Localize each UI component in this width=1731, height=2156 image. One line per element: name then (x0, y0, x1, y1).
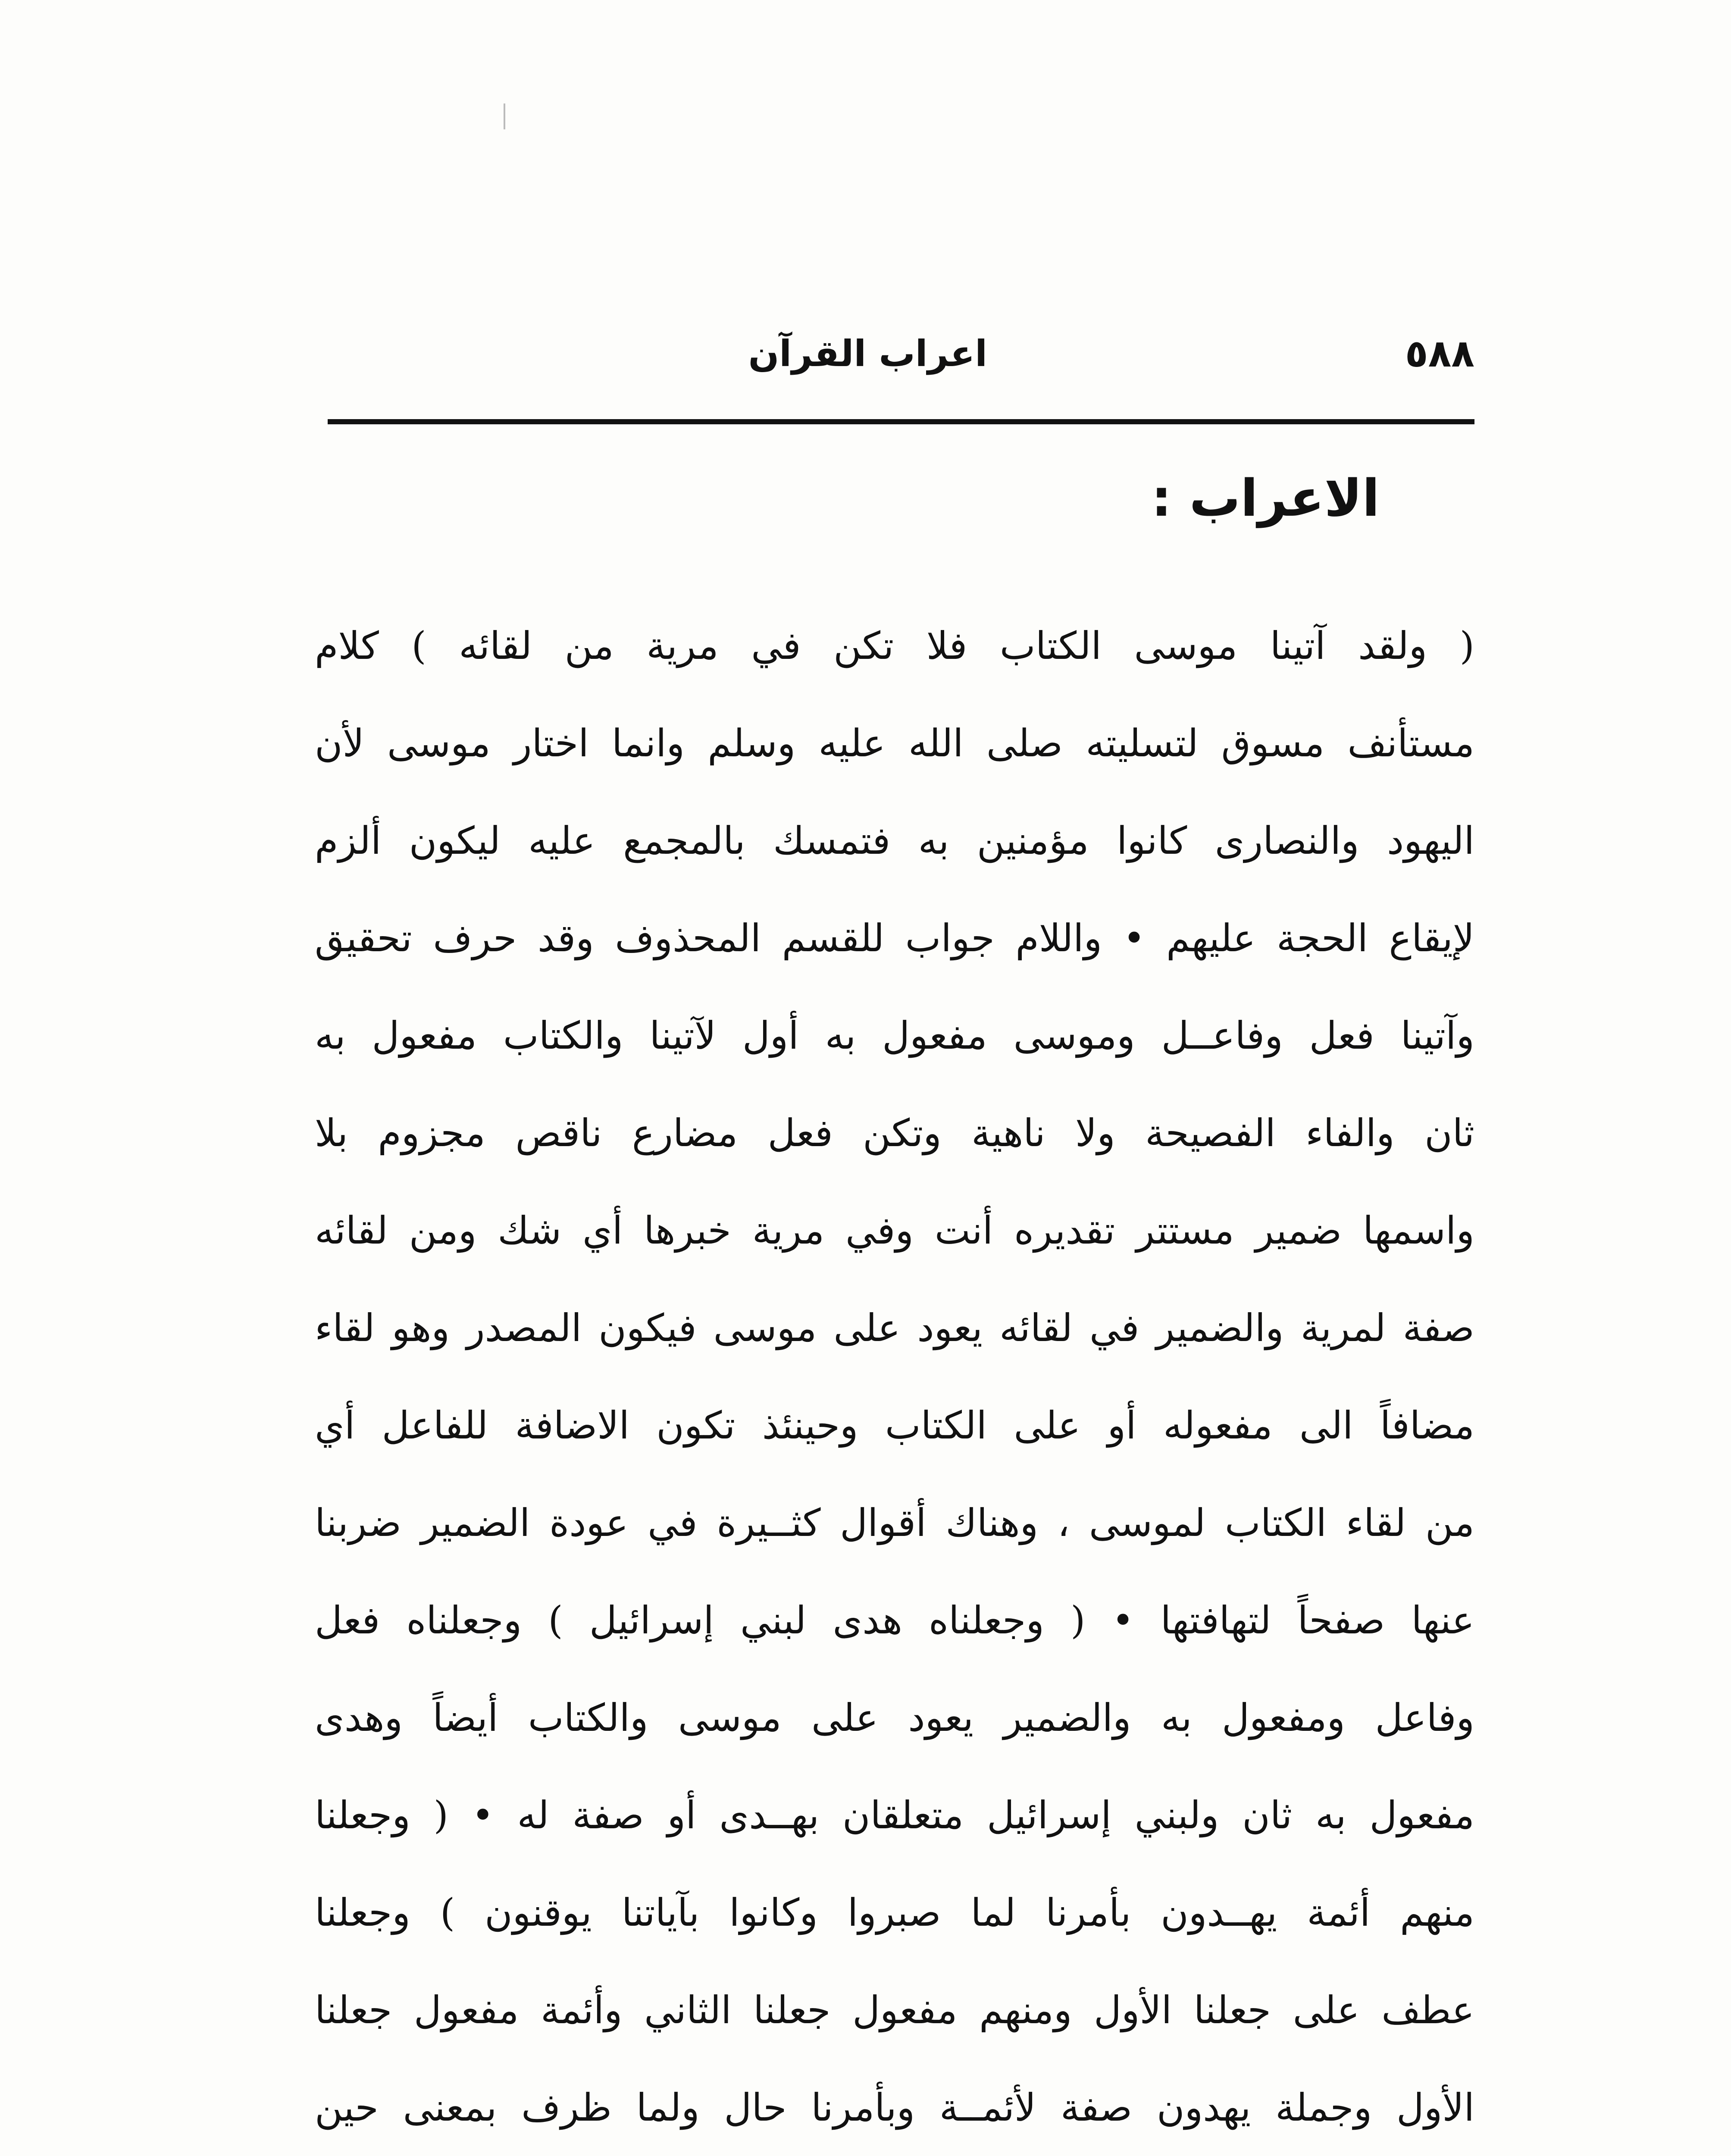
text-line: وفاعل ومفعول به والضمير يعود على موسى والكتاب أيضاً وهدى (315, 1695, 1474, 1740)
text-line: لإيقاع الحجة عليهم • واللام جواب للقسم المحذوف وقد حرف تحقيق (315, 916, 1474, 960)
running-title: اعراب القرآن (748, 332, 987, 375)
text-line: عطف على جعلنا الأول ومنهم مفعول جعلنا الثاني وأئمة مفعول جعلنا (315, 1988, 1474, 2032)
section-heading: الاعراب : (1151, 468, 1380, 528)
text-line: ثان والفاء الفصيحة ولا ناهية وتكن فعل مضارع ناقص مجزوم بلا (315, 1111, 1474, 1155)
text-line: مستأنف مسوق لتسليته صلى الله عليه وسلم وانما اختار موسى لأن (315, 721, 1474, 765)
header-rule (328, 419, 1474, 424)
text-line: واسمها ضمير مستتر تقديره أنت وفي مرية خبرها أي شك ومن لقائه (315, 1208, 1474, 1253)
text-line: منهم أئمة يهــدون بأمرنا لما صبروا وكانوا بآياتنا يوقنون ) وجعلنا (315, 1890, 1474, 1935)
text-line: مفعول به ثان ولبني إسرائيل متعلقان بهــدى أو صفة له • ( وجعلنا (315, 1793, 1474, 1837)
text-line: صفة لمرية والضمير في لقائه يعود على موسى فيكون المصدر وهو لقاء (315, 1306, 1474, 1350)
text-line: عنها صفحاً لتهافتها • ( وجعلناه هدى لبني إسرائيل ) وجعلناه فعل (315, 1598, 1474, 1642)
text-line: من لقاء الكتاب لموسى ، وهناك أقوال كثــيرة في عودة الضمير ضربنا (315, 1501, 1474, 1545)
text-line: وآتينا فعل وفاعــل وموسى مفعول به أول لآتينا والكتاب مفعول به (315, 1013, 1474, 1058)
text-line: الأول وجملة يهدون صفة لأئمــة وبأمرنا حال ولما ظرف بمعنى حين (315, 2085, 1474, 2130)
text-line: اليهود والنصارى كانوا مؤمنين به فتمسك بالمجمع عليه ليكون ألزم (315, 818, 1474, 863)
text-line: مضافاً الى مفعوله أو على الكتاب وحينئذ تكون الاضافة للفاعل أي (315, 1403, 1474, 1448)
page-number: ٥٨٨ (1405, 331, 1474, 376)
text-line: ( ولقد آتينا موسى الكتاب فلا تكن في مرية من لقائه ) كلام (315, 624, 1474, 668)
scan-mark (504, 103, 505, 129)
body-text (315, 597, 1474, 2156)
page-header (328, 328, 1474, 388)
